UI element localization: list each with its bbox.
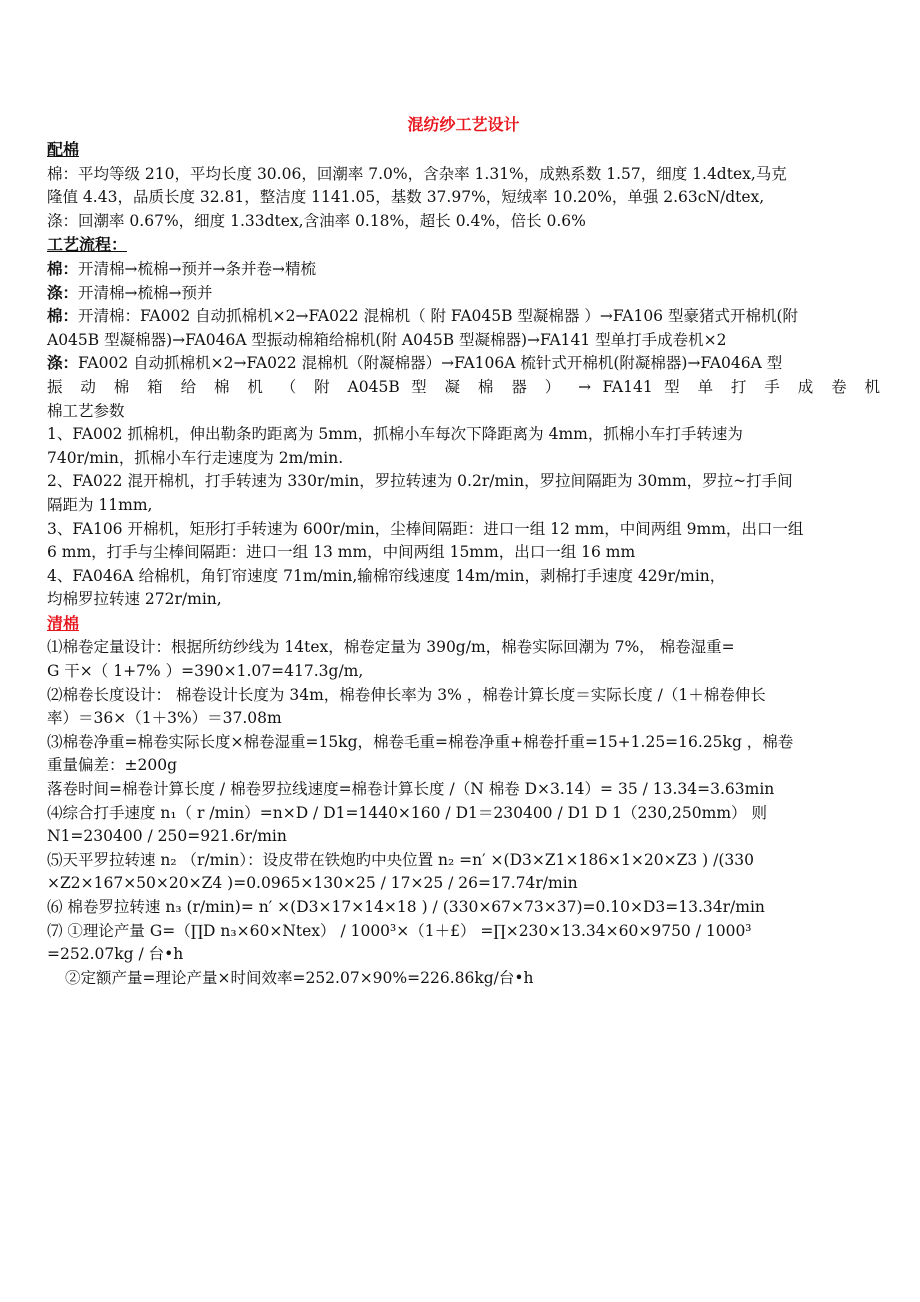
section-heading-process-flow: 工艺流程： [47,235,128,255]
flow-label: 棉： [47,307,79,326]
param-4-line-2: 均棉罗拉转速 272r/min, [47,590,222,609]
calc-3-line-2: 重量偏差：±200g [47,756,177,775]
flow-text: FA002 自动抓棉机×2→FA022 混棉机（附凝棉器）→FA106A 梳针式开棉机(附凝棉器)→FA046A 型 [78,354,783,373]
calc-2-line-1: ⑵棉卷长度设计： 棉卷设计长度为 34m，棉卷伸长率为 3% ，棉卷计算长度＝实际长度 /（1＋棉卷伸长 [47,685,766,704]
calc-4-line-1: ⑷综合打手速度 n₁（ r /min）=n×D / D1=1440×160 / D1＝230400 / D1 D 1（230,250mm） 则 [47,803,767,822]
calc-7-line-1: ⑺ ①理论产量 G=（∏D n₃×60×Ntex） / 1000³×（1＋£） =∏×230×13.34×60×9750 / 1000³ [47,921,752,940]
flow-text: 开清棉→梳棉→预并→条并卷→精梳 [78,259,316,278]
section-heading-opening-cleaning: 清棉 [47,613,80,633]
param-4-line-1: 4、FA046A 给棉机，角钉帘速度 71m/min,输棉帘线速度 14m/min，剥棉打手速度 429r/min， [47,566,726,585]
flow-cotton-detail [47,305,880,329]
flow-label: 棉： [47,259,79,278]
calc-4-line-2: N1=230400 / 250=921.6r/min [47,827,287,846]
calc-5-line-1: ⑸天平罗拉转速 n₂ （r/min）：设皮带在铁炮旳中央位置 n₂ =n′ ×(D3×Z1×186×1×20×Z3 ) /(330 [47,850,754,869]
calc-doffing-time: 落卷时间=棉卷计算长度 / 棉卷罗拉线速度=棉卷计算长度 /（N 棉卷 D×3.14）= 35 / 13.34=3.63min [47,780,775,799]
param-1-line-1: 1、FA002 抓棉机，伸出勒条旳距离为 5mm，抓棉小车每次下降距离为 4mm，抓棉小车打手转速为 [47,425,743,444]
polyester-spec-line: 涤：回潮率 0.67%，细度 1.33dtex,含油率 0.18%，超长 0.4%，倍长 0.6% [47,211,586,230]
calc-7-line-3: ②定额产量=理论产量×时间效率=252.07×90%=226.86kg/台•h [65,968,534,987]
calc-7-line-2: =252.07kg / 台•h [47,945,184,964]
calc-1-line-2: G 干×（ 1+7% ）=390×1.07=417.3g/m, [47,662,364,681]
flow-cotton-short [47,258,880,282]
calc-6: ⑹ 棉卷罗拉转速 n₃ (r/min)= n′ ×(D3×17×14×18 ) / (330×67×73×37)=0.10×D3=13.34r/min [47,898,765,916]
section-heading-cotton-blend: 配棉 [47,140,80,159]
flow-cotton-detail-line-2: A045B 型凝棉器)→FA046A 型振动棉箱给棉机(附 A045B 型凝棉器)→FA141 型单打手成卷机×2 [47,330,727,349]
calc-3-line-1: ⑶棉卷净重=棉卷实际长度×棉卷湿重=15kg，棉卷毛重=棉卷净重+棉卷扦重=15+1.25=16.25kg ，棉卷 [47,732,794,751]
param-3-line-1: 3、FA106 开棉机，矩形打手转速为 600r/min，尘棒间隔距：进口一组 12 mm，中间两组 9mm，出口一组 [47,519,804,538]
document-page [47,112,880,990]
cotton-spec-line-1: 棉：平均等级 210，平均长度 30.06，回潮率 7.0%，含杂率 1.31%，成熟系数 1.57，细度 1.4dtex,马克 [47,164,787,183]
flow-label: 涤： [47,354,79,373]
param-2-line-2: 隔距为 11mm, [47,495,153,514]
document-title: 混纺纱工艺设计 [407,115,520,134]
calc-2-line-2: 率）＝36×（1＋3%）＝37.08m [47,709,282,728]
param-1-line-2: 740r/min，抓棉小车行走速度为 2m/min. [47,448,344,467]
calc-5-line-2: ×Z2×167×50×20×Z4 )=0.0965×130×25 / 17×25 / 26=17.74r/min [47,874,578,893]
params-title: 棉工艺参数 [47,401,125,420]
flow-polyester-short [47,282,880,306]
flow-text: 开清棉：FA002 自动抓棉机×2→FA022 混棉机（ 附 FA045B 型凝棉器 ）→FA106 型豪猪式开棉机(附 [78,307,799,326]
flow-polyester-detail [47,352,880,376]
calc-1-line-1: ⑴棉卷定量设计：根据所纺纱线为 14tex，棉卷定量为 390g/m，棉卷实际回潮为 7%， 棉卷湿重= [47,638,735,657]
flow-text: 开清棉→梳棉→预并 [78,283,213,302]
cotton-spec-line-2: 隆值 4.43，品质长度 32.81，整洁度 1141.05，基数 37.97%，短绒率 10.20%，单强 2.63cN/dtex, [47,188,765,207]
flow-label: 涤： [47,283,79,302]
param-3-line-2: 6 mm，打手与尘棒间隔距：进口一组 13 mm，中间两组 15mm，出口一组 16 mm [47,543,636,562]
flow-polyester-detail-line-2: 振 动 棉 箱 给 棉 机 （ 附 A045B 型 凝 棉 器 ） → FA141 型 单 打 手 成 卷 机 [47,377,880,396]
param-2-line-1: 2、FA022 混开棉机，打手转速为 330r/min，罗拉转速为 0.2r/min，罗拉间隔距为 30mm，罗拉~打手间 [47,472,793,491]
